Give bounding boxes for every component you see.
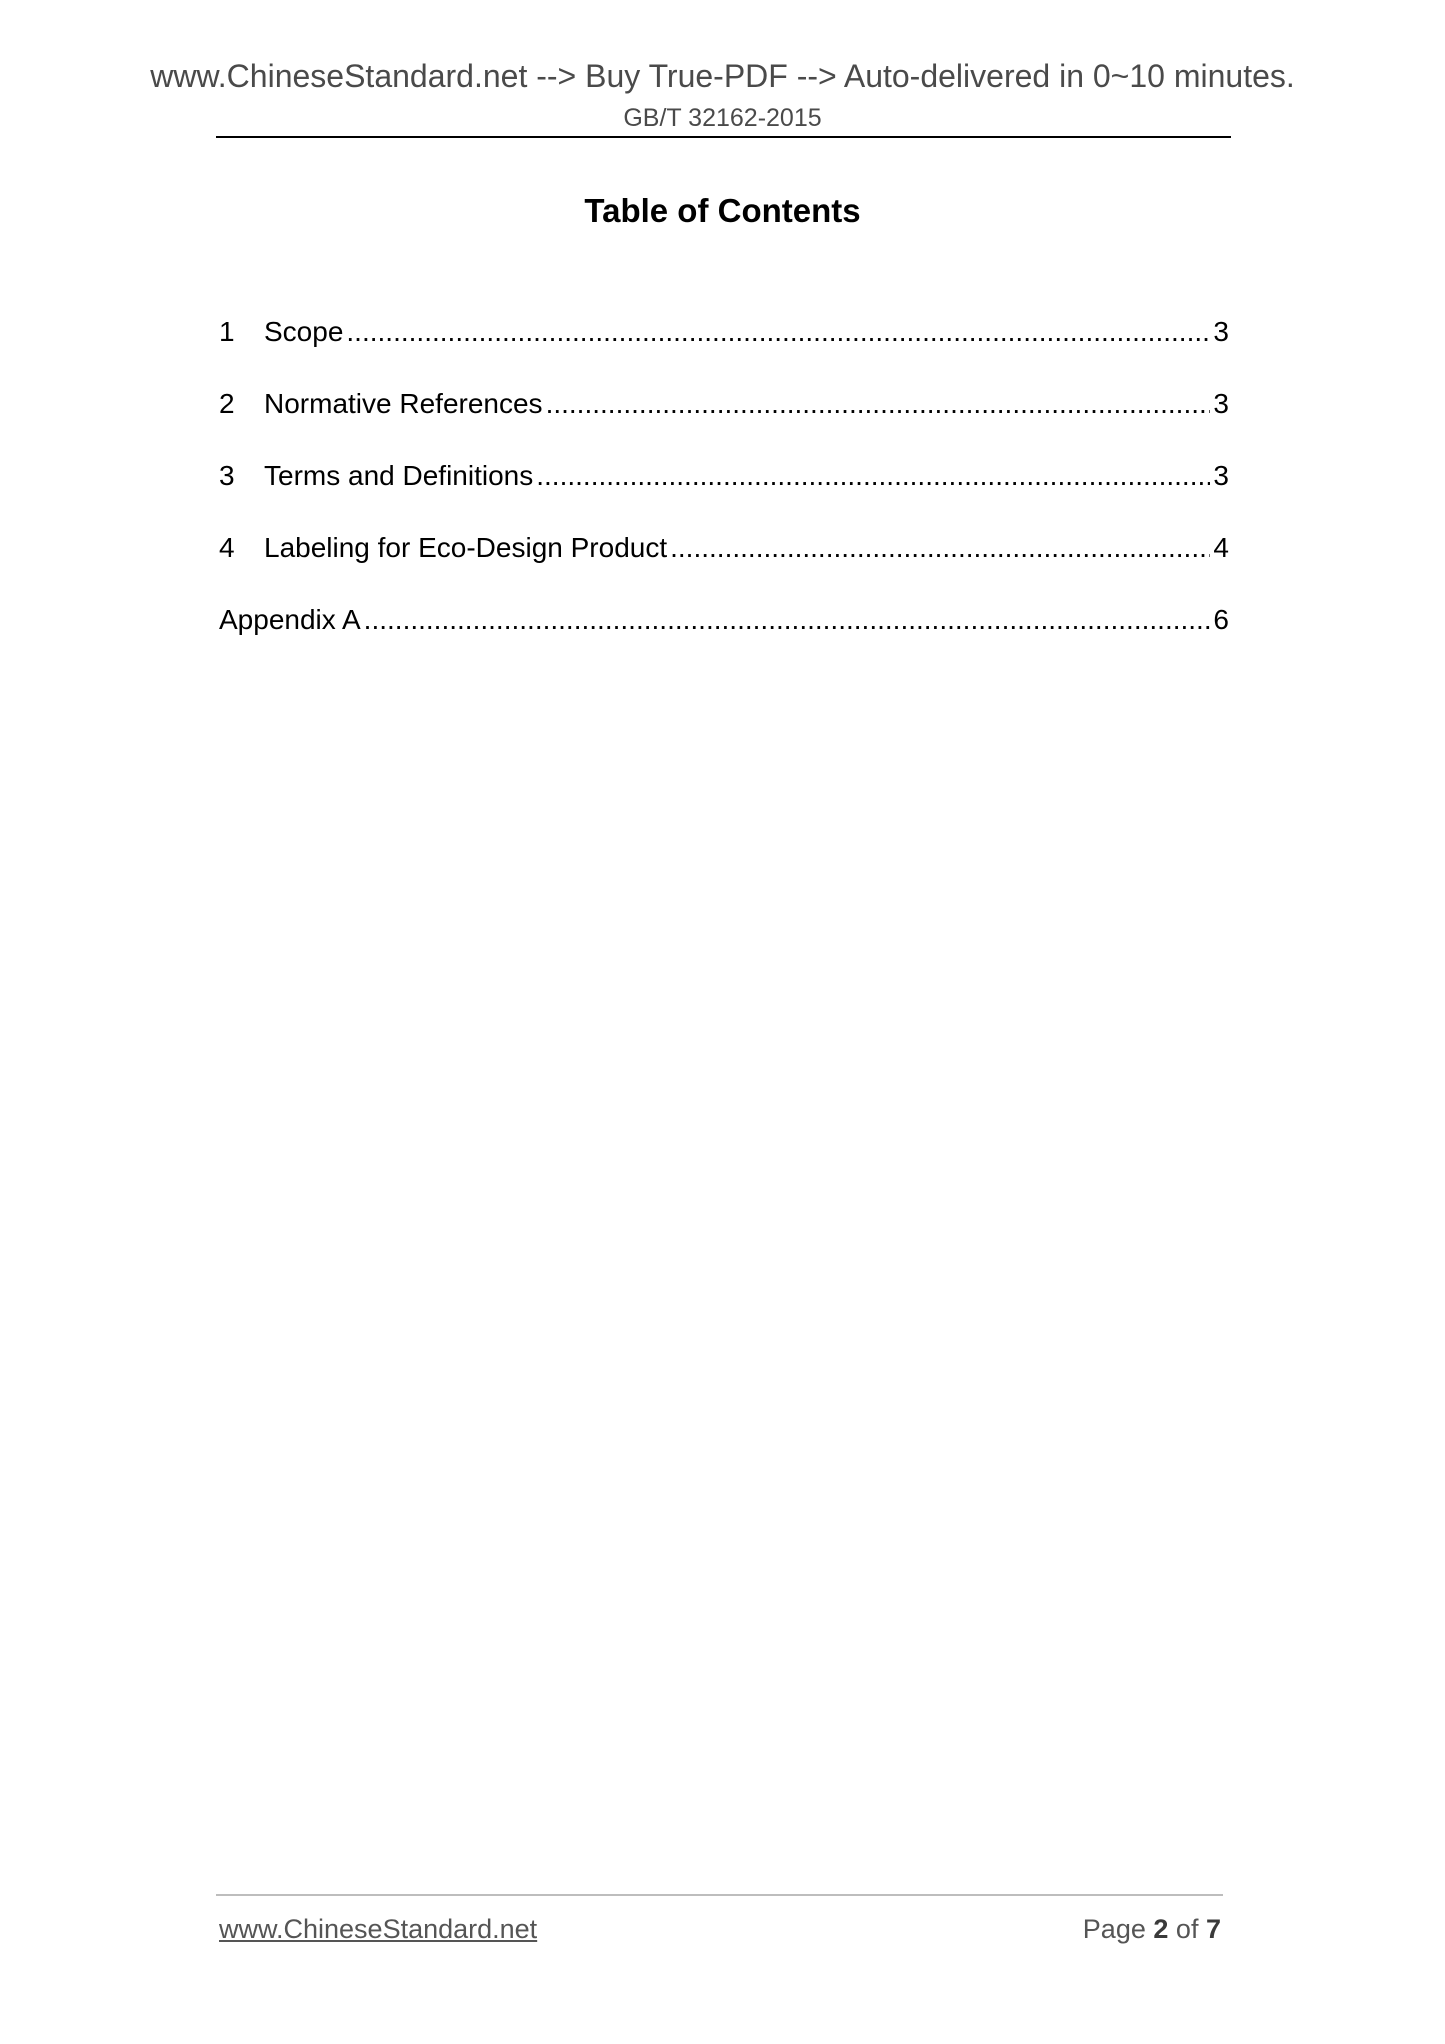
current-page-number: 2 (1153, 1914, 1169, 1944)
toc-entry-number: 1 (219, 316, 235, 347)
toc-entry-number: 4 (219, 532, 235, 563)
toc-entry-terms-and-definitions[interactable] (219, 456, 1229, 528)
toc-entry-labeling[interactable] (219, 528, 1229, 600)
toc-list (219, 312, 1229, 672)
toc-entry-page: 3 (1213, 316, 1229, 347)
toc-entry-number: 3 (219, 460, 235, 491)
toc-entry-number: 2 (219, 388, 235, 419)
header-divider (216, 136, 1231, 138)
toc-dot-leader (346, 312, 1210, 352)
toc-entry-label: Scope (264, 316, 344, 347)
toc-entry-page: 3 (1213, 460, 1229, 491)
toc-dot-leader (364, 600, 1211, 640)
toc-title: Table of Contents (584, 192, 861, 229)
toc-entry-label: Appendix A (219, 604, 361, 635)
toc-dot-leader (670, 528, 1210, 568)
toc-entry-page: 4 (1213, 532, 1229, 563)
toc-entry-scope[interactable] (219, 312, 1229, 384)
standard-code: GB/T 32162-2015 (623, 104, 822, 132)
page-indicator (1083, 1914, 1221, 1945)
page-prefix: Page (1082, 1914, 1146, 1944)
header-banner: www.ChineseStandard.net --> Buy True-PDF --> Auto-delivered in 0~10 minutes. (150, 58, 1295, 94)
toc-entry-label: Normative References (264, 388, 543, 419)
toc-dot-leader (536, 456, 1210, 496)
toc-entry-label: Labeling for Eco-Design Product (264, 532, 668, 563)
toc-entry-page: 3 (1213, 388, 1229, 419)
toc-dot-leader (546, 384, 1211, 424)
total-page-count: 7 (1205, 1914, 1221, 1944)
toc-entry-label: Terms and Definitions (264, 460, 534, 491)
toc-entry-appendix-a[interactable] (219, 600, 1229, 672)
footer-website-link[interactable]: www.ChineseStandard.net (219, 1914, 538, 1944)
toc-entry-page: 6 (1213, 604, 1229, 635)
footer-divider (216, 1894, 1223, 1896)
page-separator: of (1175, 1914, 1199, 1944)
toc-entry-normative-references[interactable] (219, 384, 1229, 456)
